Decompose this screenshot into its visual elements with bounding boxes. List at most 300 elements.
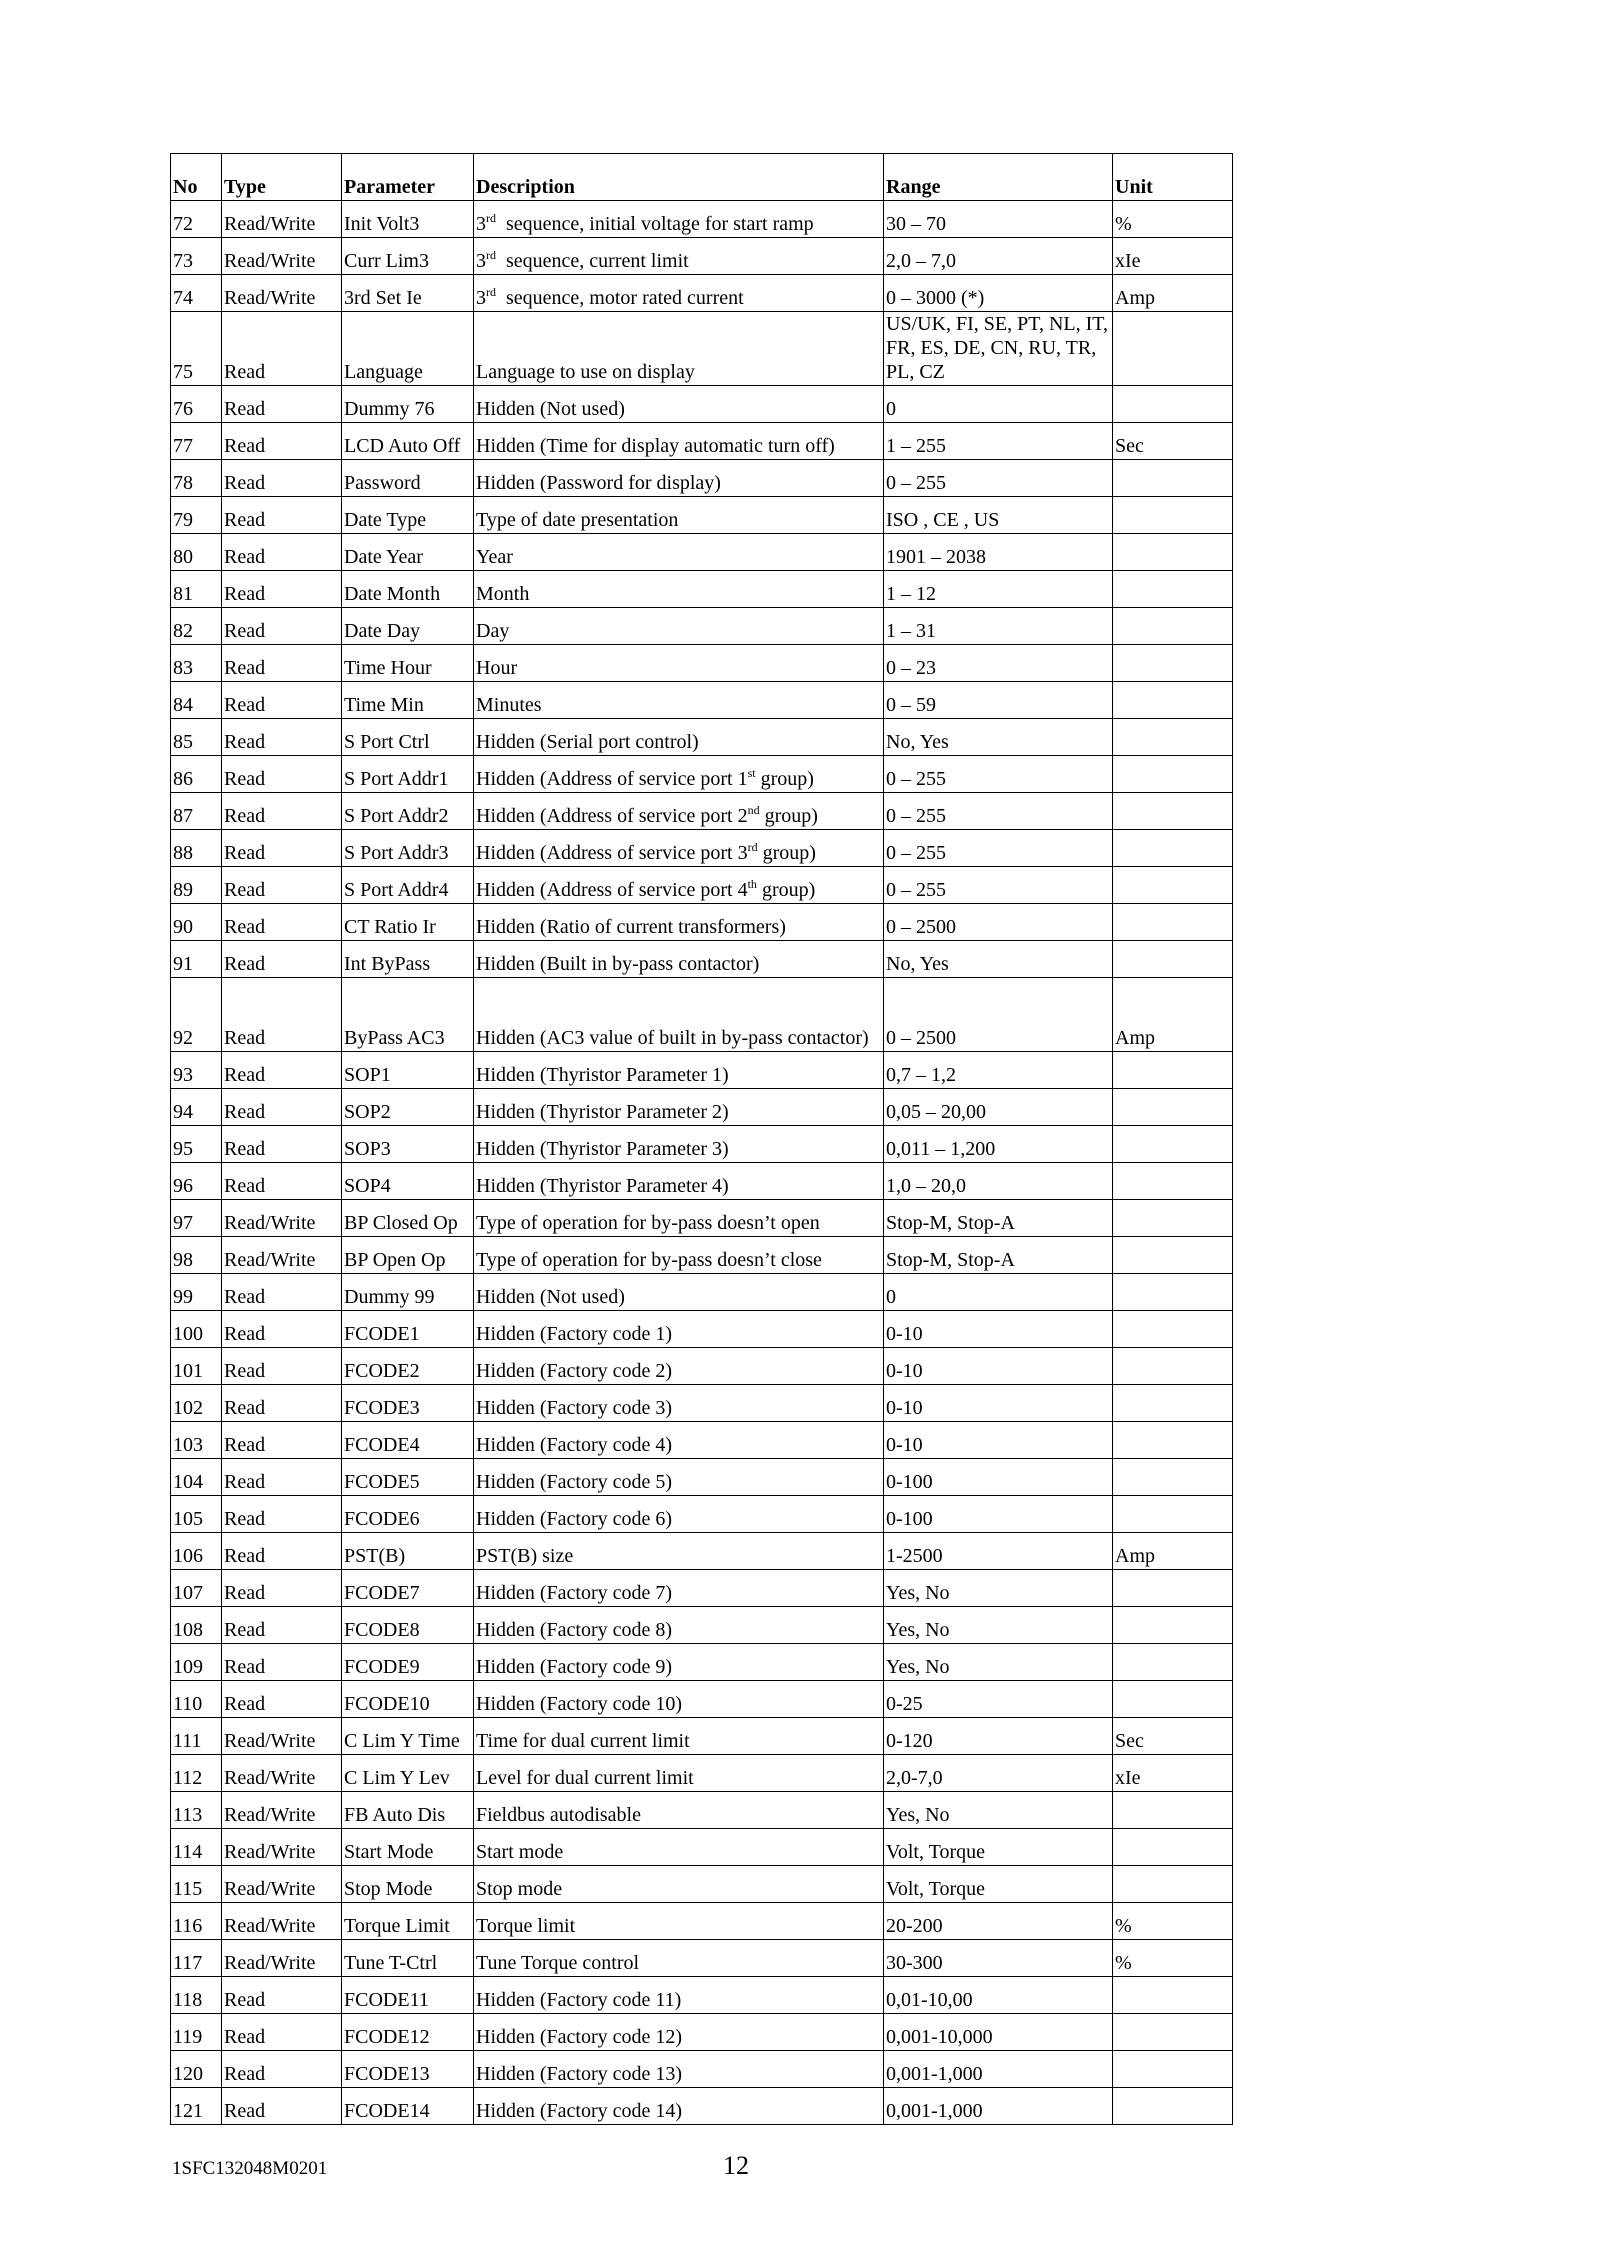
cell-description: Hidden (Factory code 3) bbox=[474, 1385, 884, 1422]
cell-no: 90 bbox=[171, 904, 222, 941]
cell-type: Read bbox=[222, 534, 342, 571]
cell-range: 0,05 – 20,00 bbox=[884, 1089, 1113, 1126]
description-text: Hidden (Address of service port 4 bbox=[476, 879, 748, 901]
cell-type: Read bbox=[222, 793, 342, 830]
cell-no: 113 bbox=[171, 1792, 222, 1829]
cell-unit bbox=[1113, 830, 1233, 867]
ordinal-suffix: rd bbox=[747, 840, 758, 854]
cell-type: Read/Write bbox=[222, 1200, 342, 1237]
document-code: 1SFC132048M0201 bbox=[172, 2158, 328, 2179]
cell-range: 0 – 23 bbox=[884, 645, 1113, 682]
cell-type: Read bbox=[222, 312, 342, 386]
cell-type: Read/Write bbox=[222, 1866, 342, 1903]
table-row bbox=[171, 719, 1233, 756]
cell-description: Type of operation for by-pass doesn’t close bbox=[474, 1237, 884, 1274]
cell-type: Read bbox=[222, 1385, 342, 1422]
table-row bbox=[171, 497, 1233, 534]
cell-range: US/UK, FI, SE, PT, NL, IT, FR, ES, DE, CN, RU, TR, PL, CZ bbox=[884, 312, 1113, 386]
cell-no: 118 bbox=[171, 1977, 222, 2014]
cell-unit bbox=[1113, 1237, 1233, 1274]
table-row bbox=[171, 1200, 1233, 1237]
cell-description: Hidden (Factory code 11) bbox=[474, 1977, 884, 2014]
cell-no: 119 bbox=[171, 2014, 222, 2051]
cell-no: 115 bbox=[171, 1866, 222, 1903]
table-row bbox=[171, 534, 1233, 571]
cell-no: 92 bbox=[171, 978, 222, 1052]
cell-range: Yes, No bbox=[884, 1570, 1113, 1607]
cell-unit bbox=[1113, 645, 1233, 682]
cell-parameter: FCODE8 bbox=[342, 1607, 474, 1644]
table-row bbox=[171, 830, 1233, 867]
cell-no: 98 bbox=[171, 1237, 222, 1274]
cell-unit bbox=[1113, 1274, 1233, 1311]
cell-type: Read bbox=[222, 1496, 342, 1533]
table-row bbox=[171, 756, 1233, 793]
cell-no: 95 bbox=[171, 1126, 222, 1163]
cell-description: Hidden (Serial port control) bbox=[474, 719, 884, 756]
cell-parameter: FCODE5 bbox=[342, 1459, 474, 1496]
cell-parameter: S Port Addr3 bbox=[342, 830, 474, 867]
table-row bbox=[171, 1570, 1233, 1607]
cell-description: Torque limit bbox=[474, 1903, 884, 1940]
cell-type: Read bbox=[222, 830, 342, 867]
cell-parameter: FCODE2 bbox=[342, 1348, 474, 1385]
cell-type: Read/Write bbox=[222, 1718, 342, 1755]
cell-no: 76 bbox=[171, 386, 222, 423]
cell-parameter: Start Mode bbox=[342, 1829, 474, 1866]
cell-no: 104 bbox=[171, 1459, 222, 1496]
cell-range: 0-10 bbox=[884, 1385, 1113, 1422]
cell-parameter: S Port Ctrl bbox=[342, 719, 474, 756]
cell-range: 0 – 2500 bbox=[884, 904, 1113, 941]
cell-no: 81 bbox=[171, 571, 222, 608]
cell-no: 101 bbox=[171, 1348, 222, 1385]
cell-range: 20-200 bbox=[884, 1903, 1113, 1940]
cell-description: Hidden (Time for display automatic turn off) bbox=[474, 423, 884, 460]
cell-parameter: FCODE11 bbox=[342, 1977, 474, 2014]
ordinal-suffix: th bbox=[747, 877, 757, 891]
description-text: sequence, motor rated current bbox=[496, 287, 744, 309]
cell-type: Read/Write bbox=[222, 238, 342, 275]
cell-no: 117 bbox=[171, 1940, 222, 1977]
cell-unit bbox=[1113, 1089, 1233, 1126]
cell-parameter: LCD Auto Off bbox=[342, 423, 474, 460]
cell-range: 1,0 – 20,0 bbox=[884, 1163, 1113, 1200]
table-row bbox=[171, 793, 1233, 830]
cell-description: Day bbox=[474, 608, 884, 645]
cell-description: Month bbox=[474, 571, 884, 608]
cell-type: Read/Write bbox=[222, 1237, 342, 1274]
cell-no: 73 bbox=[171, 238, 222, 275]
table-row bbox=[171, 1977, 1233, 2014]
description-text: sequence, current limit bbox=[496, 250, 689, 272]
cell-unit bbox=[1113, 608, 1233, 645]
cell-parameter: FCODE3 bbox=[342, 1385, 474, 1422]
cell-unit bbox=[1113, 534, 1233, 571]
cell-parameter: FCODE4 bbox=[342, 1422, 474, 1459]
cell-range: Yes, No bbox=[884, 1607, 1113, 1644]
cell-type: Read/Write bbox=[222, 1903, 342, 1940]
table-row bbox=[171, 1237, 1233, 1274]
cell-parameter: FCODE12 bbox=[342, 2014, 474, 2051]
cell-range: Yes, No bbox=[884, 1644, 1113, 1681]
cell-type: Read bbox=[222, 460, 342, 497]
cell-no: 100 bbox=[171, 1311, 222, 1348]
cell-no: 84 bbox=[171, 682, 222, 719]
cell-range: 0,7 – 1,2 bbox=[884, 1052, 1113, 1089]
cell-no: 83 bbox=[171, 645, 222, 682]
cell-no: 94 bbox=[171, 1089, 222, 1126]
header-unit: Unit bbox=[1113, 154, 1233, 201]
cell-parameter: FCODE10 bbox=[342, 1681, 474, 1718]
cell-parameter: BP Open Op bbox=[342, 1237, 474, 1274]
cell-no: 74 bbox=[171, 275, 222, 312]
cell-parameter: Date Type bbox=[342, 497, 474, 534]
cell-unit bbox=[1113, 2014, 1233, 2051]
cell-unit bbox=[1113, 941, 1233, 978]
cell-no: 108 bbox=[171, 1607, 222, 1644]
cell-range: Volt, Torque bbox=[884, 1866, 1113, 1903]
cell-range: Volt, Torque bbox=[884, 1829, 1113, 1866]
cell-range: 0,011 – 1,200 bbox=[884, 1126, 1113, 1163]
table-row bbox=[171, 1163, 1233, 1200]
parameter-table bbox=[170, 153, 1233, 2125]
description-text: group) bbox=[759, 805, 818, 827]
cell-description: Hidden (Factory code 4) bbox=[474, 1422, 884, 1459]
cell-parameter: Time Min bbox=[342, 682, 474, 719]
cell-description: Start mode bbox=[474, 1829, 884, 1866]
cell-type: Read bbox=[222, 719, 342, 756]
table-row bbox=[171, 312, 1233, 386]
cell-range: 0 – 255 bbox=[884, 793, 1113, 830]
cell-type: Read bbox=[222, 682, 342, 719]
cell-description: Fieldbus autodisable bbox=[474, 1792, 884, 1829]
cell-parameter: S Port Addr1 bbox=[342, 756, 474, 793]
cell-unit bbox=[1113, 756, 1233, 793]
table-row bbox=[171, 1866, 1233, 1903]
cell-parameter: BP Closed Op bbox=[342, 1200, 474, 1237]
cell-range: 1-2500 bbox=[884, 1533, 1113, 1570]
cell-description: Hidden (Factory code 6) bbox=[474, 1496, 884, 1533]
cell-description: Hidden (Not used) bbox=[474, 1274, 884, 1311]
cell-range: 0-10 bbox=[884, 1422, 1113, 1459]
cell-range: 0 – 255 bbox=[884, 867, 1113, 904]
cell-parameter: 3rd Set Ie bbox=[342, 275, 474, 312]
table-row bbox=[171, 275, 1233, 312]
description-text: 3 bbox=[476, 213, 486, 235]
cell-range: 0-100 bbox=[884, 1459, 1113, 1496]
cell-parameter: Tune T-Ctrl bbox=[342, 1940, 474, 1977]
cell-unit bbox=[1113, 497, 1233, 534]
cell-parameter: S Port Addr4 bbox=[342, 867, 474, 904]
cell-unit bbox=[1113, 460, 1233, 497]
cell-description: Year bbox=[474, 534, 884, 571]
cell-type: Read bbox=[222, 941, 342, 978]
cell-description: Hidden (Factory code 7) bbox=[474, 1570, 884, 1607]
cell-type: Read bbox=[222, 1089, 342, 1126]
cell-range: 0 – 255 bbox=[884, 830, 1113, 867]
cell-range: 1 – 31 bbox=[884, 608, 1113, 645]
cell-unit bbox=[1113, 1681, 1233, 1718]
cell-type: Read bbox=[222, 2051, 342, 2088]
cell-description bbox=[474, 867, 884, 904]
cell-description: Hidden (Thyristor Parameter 1) bbox=[474, 1052, 884, 1089]
cell-unit bbox=[1113, 1977, 1233, 2014]
cell-unit: xIe bbox=[1113, 238, 1233, 275]
cell-unit: Amp bbox=[1113, 978, 1233, 1052]
cell-range: 0-120 bbox=[884, 1718, 1113, 1755]
cell-parameter: SOP2 bbox=[342, 1089, 474, 1126]
table-row bbox=[171, 978, 1233, 1052]
cell-type: Read bbox=[222, 571, 342, 608]
table-row bbox=[171, 1903, 1233, 1940]
cell-type: Read bbox=[222, 904, 342, 941]
table-row bbox=[171, 682, 1233, 719]
cell-description: Hour bbox=[474, 645, 884, 682]
table-row bbox=[171, 867, 1233, 904]
cell-type: Read bbox=[222, 386, 342, 423]
cell-parameter: FCODE14 bbox=[342, 2088, 474, 2125]
cell-description bbox=[474, 275, 884, 312]
cell-description: Level for dual current limit bbox=[474, 1755, 884, 1792]
cell-parameter: Curr Lim3 bbox=[342, 238, 474, 275]
table-row bbox=[171, 2088, 1233, 2125]
header-type: Type bbox=[222, 154, 342, 201]
table-row bbox=[171, 904, 1233, 941]
cell-description: Hidden (Factory code 8) bbox=[474, 1607, 884, 1644]
cell-unit bbox=[1113, 719, 1233, 756]
cell-range: 2,0-7,0 bbox=[884, 1755, 1113, 1792]
table-row bbox=[171, 1681, 1233, 1718]
cell-type: Read bbox=[222, 978, 342, 1052]
cell-unit bbox=[1113, 682, 1233, 719]
table-row bbox=[171, 1459, 1233, 1496]
table-body bbox=[171, 201, 1233, 2125]
cell-parameter: FCODE9 bbox=[342, 1644, 474, 1681]
cell-type: Read/Write bbox=[222, 275, 342, 312]
cell-no: 103 bbox=[171, 1422, 222, 1459]
table-row bbox=[171, 941, 1233, 978]
cell-type: Read bbox=[222, 1977, 342, 2014]
cell-parameter: FCODE13 bbox=[342, 2051, 474, 2088]
table-row bbox=[171, 1348, 1233, 1385]
cell-description: Stop mode bbox=[474, 1866, 884, 1903]
description-text: sequence, initial voltage for start ramp bbox=[496, 213, 814, 235]
table-row bbox=[171, 2014, 1233, 2051]
cell-no: 116 bbox=[171, 1903, 222, 1940]
cell-range: Yes, No bbox=[884, 1792, 1113, 1829]
cell-description: Language to use on display bbox=[474, 312, 884, 386]
cell-description: Hidden (AC3 value of built in by-pass contactor) bbox=[474, 978, 884, 1052]
cell-unit bbox=[1113, 571, 1233, 608]
cell-range: 0 – 255 bbox=[884, 756, 1113, 793]
description-text: group) bbox=[757, 842, 816, 864]
cell-parameter: Date Year bbox=[342, 534, 474, 571]
cell-parameter: C Lim Y Lev bbox=[342, 1755, 474, 1792]
cell-unit bbox=[1113, 386, 1233, 423]
cell-unit bbox=[1113, 1570, 1233, 1607]
description-text: Hidden (Address of service port 2 bbox=[476, 805, 748, 827]
cell-no: 112 bbox=[171, 1755, 222, 1792]
cell-description: Hidden (Factory code 10) bbox=[474, 1681, 884, 1718]
description-text: group) bbox=[755, 768, 814, 790]
cell-unit: % bbox=[1113, 1903, 1233, 1940]
cell-parameter: FCODE1 bbox=[342, 1311, 474, 1348]
cell-parameter: Date Day bbox=[342, 608, 474, 645]
cell-type: Read bbox=[222, 645, 342, 682]
cell-no: 78 bbox=[171, 460, 222, 497]
cell-type: Read/Write bbox=[222, 1792, 342, 1829]
cell-no: 102 bbox=[171, 1385, 222, 1422]
cell-type: Read/Write bbox=[222, 201, 342, 238]
cell-no: 87 bbox=[171, 793, 222, 830]
cell-no: 120 bbox=[171, 2051, 222, 2088]
cell-type: Read bbox=[222, 756, 342, 793]
cell-parameter: Password bbox=[342, 460, 474, 497]
ordinal-suffix: rd bbox=[486, 211, 496, 225]
cell-unit bbox=[1113, 1422, 1233, 1459]
ordinal-suffix: nd bbox=[747, 803, 760, 817]
cell-description: Type of operation for by-pass doesn’t open bbox=[474, 1200, 884, 1237]
cell-type: Read bbox=[222, 2088, 342, 2125]
cell-no: 80 bbox=[171, 534, 222, 571]
table-row bbox=[171, 1829, 1233, 1866]
cell-type: Read bbox=[222, 2014, 342, 2051]
cell-no: 93 bbox=[171, 1052, 222, 1089]
cell-unit bbox=[1113, 1126, 1233, 1163]
cell-type: Read bbox=[222, 1607, 342, 1644]
cell-type: Read bbox=[222, 1681, 342, 1718]
cell-description: Hidden (Factory code 1) bbox=[474, 1311, 884, 1348]
cell-range: 1 – 12 bbox=[884, 571, 1113, 608]
cell-unit: % bbox=[1113, 201, 1233, 238]
cell-type: Read/Write bbox=[222, 1940, 342, 1977]
cell-unit bbox=[1113, 904, 1233, 941]
cell-description: Type of date presentation bbox=[474, 497, 884, 534]
cell-no: 111 bbox=[171, 1718, 222, 1755]
cell-unit bbox=[1113, 1644, 1233, 1681]
cell-description: Hidden (Password for display) bbox=[474, 460, 884, 497]
table-row bbox=[171, 1792, 1233, 1829]
cell-parameter: SOP1 bbox=[342, 1052, 474, 1089]
cell-no: 88 bbox=[171, 830, 222, 867]
cell-unit bbox=[1113, 793, 1233, 830]
cell-unit bbox=[1113, 1200, 1233, 1237]
header-range: Range bbox=[884, 154, 1113, 201]
cell-range: 30 – 70 bbox=[884, 201, 1113, 238]
cell-description: Hidden (Factory code 9) bbox=[474, 1644, 884, 1681]
cell-no: 107 bbox=[171, 1570, 222, 1607]
cell-parameter: Dummy 99 bbox=[342, 1274, 474, 1311]
cell-type: Read bbox=[222, 1274, 342, 1311]
header-parameter: Parameter bbox=[342, 154, 474, 201]
cell-no: 109 bbox=[171, 1644, 222, 1681]
cell-no: 86 bbox=[171, 756, 222, 793]
cell-unit: Sec bbox=[1113, 1718, 1233, 1755]
cell-parameter: PST(B) bbox=[342, 1533, 474, 1570]
cell-no: 97 bbox=[171, 1200, 222, 1237]
cell-no: 106 bbox=[171, 1533, 222, 1570]
cell-unit: Sec bbox=[1113, 423, 1233, 460]
cell-unit bbox=[1113, 867, 1233, 904]
cell-unit bbox=[1113, 1052, 1233, 1089]
ordinal-suffix: rd bbox=[486, 248, 496, 262]
cell-range: 0-10 bbox=[884, 1311, 1113, 1348]
cell-parameter: Date Month bbox=[342, 571, 474, 608]
cell-type: Read bbox=[222, 1644, 342, 1681]
table-row bbox=[171, 2051, 1233, 2088]
cell-range: 0,001-10,000 bbox=[884, 2014, 1113, 2051]
table-row bbox=[171, 1940, 1233, 1977]
table-row bbox=[171, 201, 1233, 238]
cell-type: Read bbox=[222, 1422, 342, 1459]
cell-type: Read bbox=[222, 1348, 342, 1385]
cell-parameter: FCODE6 bbox=[342, 1496, 474, 1533]
description-text: 3 bbox=[476, 287, 486, 309]
cell-unit bbox=[1113, 1792, 1233, 1829]
cell-no: 91 bbox=[171, 941, 222, 978]
cell-range: 2,0 – 7,0 bbox=[884, 238, 1113, 275]
cell-description: Hidden (Thyristor Parameter 4) bbox=[474, 1163, 884, 1200]
ordinal-suffix: st bbox=[747, 766, 756, 780]
page-number: 12 bbox=[723, 2151, 749, 2180]
cell-unit bbox=[1113, 1866, 1233, 1903]
cell-description: PST(B) size bbox=[474, 1533, 884, 1570]
cell-no: 89 bbox=[171, 867, 222, 904]
cell-range: 0 bbox=[884, 1274, 1113, 1311]
table-row bbox=[171, 1496, 1233, 1533]
cell-description: Hidden (Thyristor Parameter 3) bbox=[474, 1126, 884, 1163]
table-row bbox=[171, 1311, 1233, 1348]
cell-parameter: SOP4 bbox=[342, 1163, 474, 1200]
cell-range: 1 – 255 bbox=[884, 423, 1113, 460]
cell-no: 121 bbox=[171, 2088, 222, 2125]
cell-unit bbox=[1113, 1385, 1233, 1422]
cell-unit bbox=[1113, 1496, 1233, 1533]
table-row bbox=[171, 386, 1233, 423]
cell-description: Hidden (Factory code 13) bbox=[474, 2051, 884, 2088]
cell-parameter: C Lim Y Time bbox=[342, 1718, 474, 1755]
cell-description: Time for dual current limit bbox=[474, 1718, 884, 1755]
table-row bbox=[171, 460, 1233, 497]
cell-parameter: Stop Mode bbox=[342, 1866, 474, 1903]
cell-description: Minutes bbox=[474, 682, 884, 719]
cell-parameter: FB Auto Dis bbox=[342, 1792, 474, 1829]
cell-parameter: Language bbox=[342, 312, 474, 386]
cell-range: 0,001-1,000 bbox=[884, 2088, 1113, 2125]
table-row bbox=[171, 571, 1233, 608]
cell-description: Hidden (Ratio of current transformers) bbox=[474, 904, 884, 941]
table-row bbox=[171, 1607, 1233, 1644]
table-row bbox=[171, 1126, 1233, 1163]
cell-range: Stop-M, Stop-A bbox=[884, 1200, 1113, 1237]
cell-no: 85 bbox=[171, 719, 222, 756]
table-row bbox=[171, 1385, 1233, 1422]
cell-type: Read bbox=[222, 1459, 342, 1496]
cell-type: Read bbox=[222, 1570, 342, 1607]
cell-range: Stop-M, Stop-A bbox=[884, 1237, 1113, 1274]
table-row bbox=[171, 1755, 1233, 1792]
cell-unit: xIe bbox=[1113, 1755, 1233, 1792]
cell-range: 0 – 255 bbox=[884, 460, 1113, 497]
description-text: Hidden (Address of service port 1 bbox=[476, 768, 748, 790]
table-row bbox=[171, 1533, 1233, 1570]
cell-description bbox=[474, 793, 884, 830]
cell-unit bbox=[1113, 1348, 1233, 1385]
cell-unit bbox=[1113, 1607, 1233, 1644]
cell-no: 114 bbox=[171, 1829, 222, 1866]
cell-type: Read bbox=[222, 867, 342, 904]
